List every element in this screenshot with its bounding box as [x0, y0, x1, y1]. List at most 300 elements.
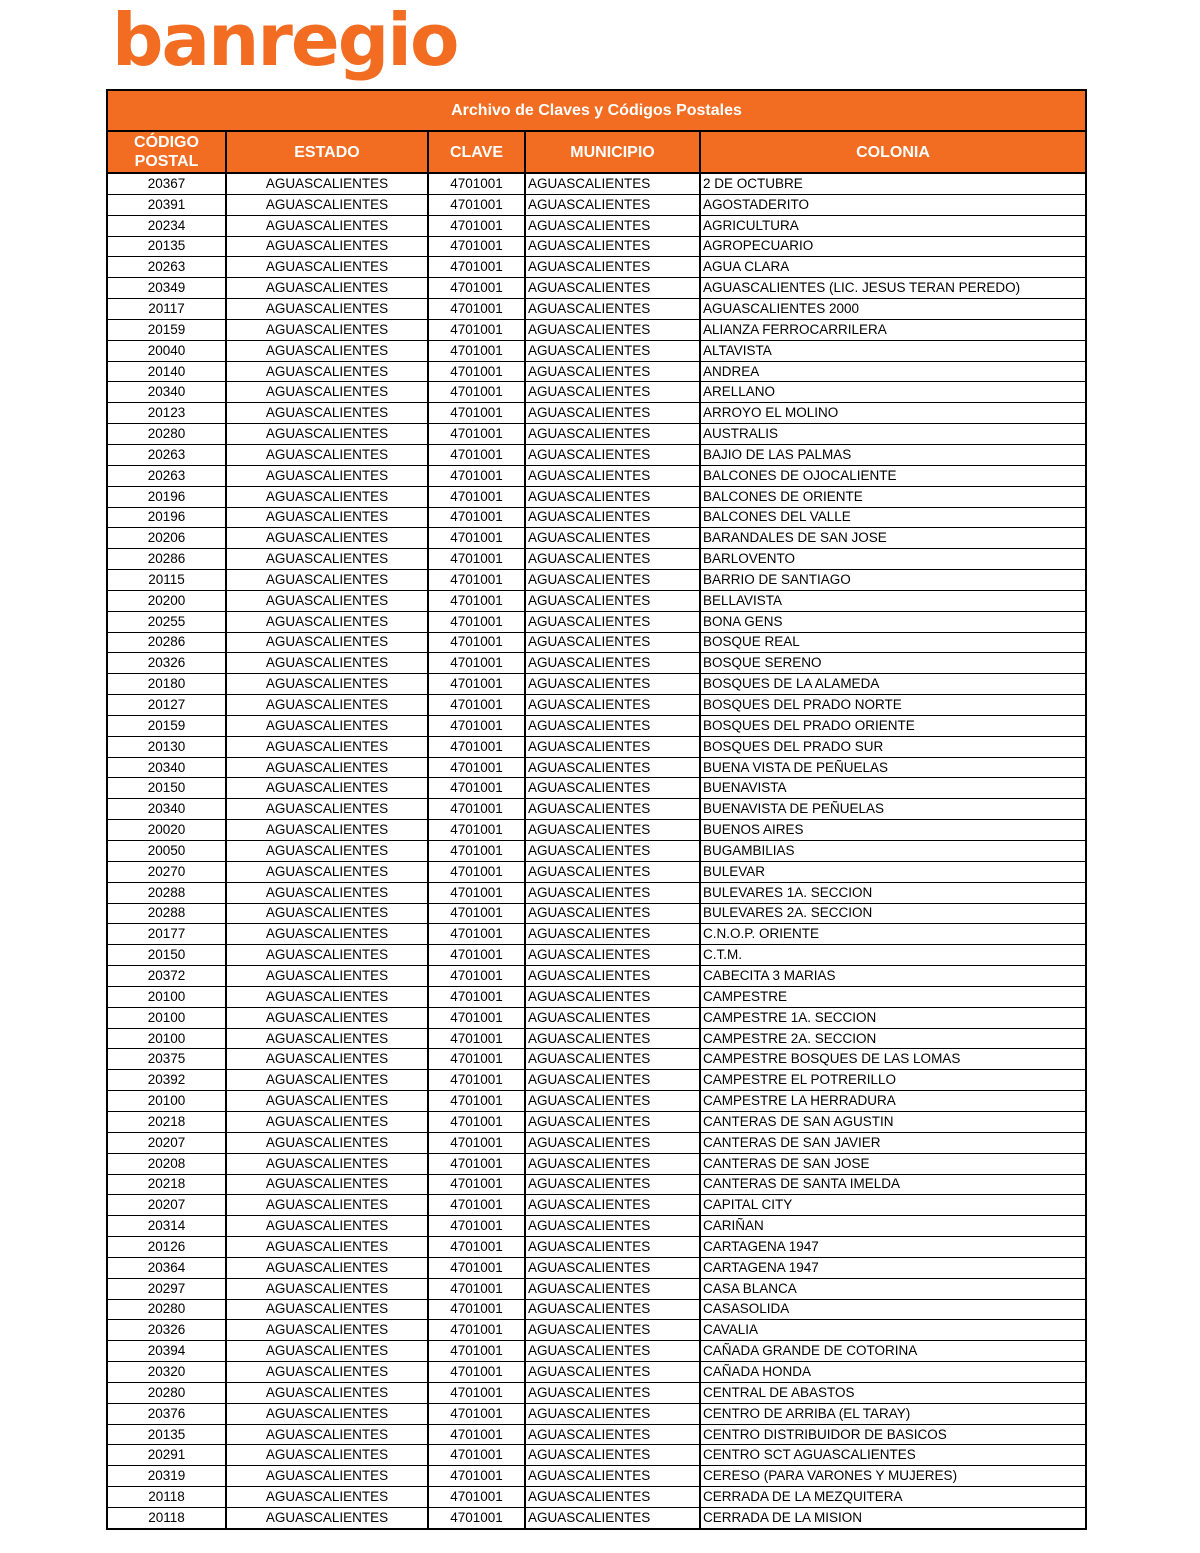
clave-cell: 4701001 [428, 1362, 525, 1383]
colonia-cell: CARTAGENA 1947 [700, 1237, 1085, 1258]
codigo-postal-cell: 20135 [108, 1424, 226, 1445]
clave-cell: 4701001 [428, 361, 525, 382]
codigo-postal-cell: 20126 [108, 1237, 226, 1258]
table-row [108, 1445, 1085, 1466]
table-row [108, 1132, 1085, 1153]
codigo-postal-cell: 20100 [108, 1028, 226, 1049]
colonia-cell: CAÑADA HONDA [700, 1362, 1085, 1383]
estado-cell: AGUASCALIENTES [226, 528, 428, 549]
colonia-cell: AGUASCALIENTES 2000 [700, 299, 1085, 320]
table-row [108, 778, 1085, 799]
municipio-cell: AGUASCALIENTES [525, 945, 700, 966]
municipio-cell: AGUASCALIENTES [525, 1320, 700, 1341]
clave-cell: 4701001 [428, 841, 525, 862]
municipio-cell: AGUASCALIENTES [525, 799, 700, 820]
colonia-cell: CENTRO SCT AGUASCALIENTES [700, 1445, 1085, 1466]
codigo-postal-cell: 20340 [108, 757, 226, 778]
codigo-postal-cell: 20288 [108, 882, 226, 903]
colonia-cell: C.N.O.P. ORIENTE [700, 924, 1085, 945]
municipio-cell: AGUASCALIENTES [525, 882, 700, 903]
clave-cell: 4701001 [428, 799, 525, 820]
clave-cell: 4701001 [428, 1028, 525, 1049]
municipio-cell: AGUASCALIENTES [525, 1091, 700, 1112]
estado-cell: AGUASCALIENTES [226, 799, 428, 820]
table-row [108, 841, 1085, 862]
colonia-cell: CENTRO DE ARRIBA (EL TARAY) [700, 1403, 1085, 1424]
table-row [108, 653, 1085, 674]
clave-cell: 4701001 [428, 1070, 525, 1091]
clave-cell: 4701001 [428, 1320, 525, 1341]
clave-cell: 4701001 [428, 1445, 525, 1466]
estado-cell: AGUASCALIENTES [226, 1278, 428, 1299]
table-row [108, 465, 1085, 486]
clave-cell: 4701001 [428, 882, 525, 903]
colonia-cell: AUSTRALIS [700, 424, 1085, 445]
clave-cell: 4701001 [428, 236, 525, 257]
codigo-postal-cell: 20392 [108, 1070, 226, 1091]
municipio-cell: AGUASCALIENTES [525, 903, 700, 924]
codigo-postal-cell: 20180 [108, 674, 226, 695]
colonia-cell: CARIÑAN [700, 1216, 1085, 1237]
table-row [108, 403, 1085, 424]
colonia-cell: CASA BLANCA [700, 1278, 1085, 1299]
table-row [108, 215, 1085, 236]
codigo-postal-cell: 20375 [108, 1049, 226, 1070]
table-row [108, 1091, 1085, 1112]
clave-cell: 4701001 [428, 382, 525, 403]
clave-cell: 4701001 [428, 444, 525, 465]
municipio-cell: AGUASCALIENTES [525, 1132, 700, 1153]
municipio-cell: AGUASCALIENTES [525, 173, 700, 194]
colonia-cell: CAMPESTRE BOSQUES DE LAS LOMAS [700, 1049, 1085, 1070]
codigo-postal-cell: 20118 [108, 1487, 226, 1508]
estado-cell: AGUASCALIENTES [226, 736, 428, 757]
municipio-cell: AGUASCALIENTES [525, 1028, 700, 1049]
codigo-postal-cell: 20050 [108, 841, 226, 862]
municipio-cell: AGUASCALIENTES [525, 465, 700, 486]
table-row [108, 1320, 1085, 1341]
estado-cell: AGUASCALIENTES [226, 507, 428, 528]
estado-cell: AGUASCALIENTES [226, 299, 428, 320]
estado-cell: AGUASCALIENTES [226, 1382, 428, 1403]
estado-cell: AGUASCALIENTES [226, 1424, 428, 1445]
header-codigo-postal [108, 132, 226, 173]
codigo-postal-cell: 20115 [108, 570, 226, 591]
codigo-postal-cell: 20394 [108, 1341, 226, 1362]
codigo-postal-cell: 20196 [108, 507, 226, 528]
municipio-cell: AGUASCALIENTES [525, 528, 700, 549]
colonia-cell: CANTERAS DE SANTA IMELDA [700, 1174, 1085, 1195]
table-row [108, 590, 1085, 611]
municipio-cell: AGUASCALIENTES [525, 1341, 700, 1362]
codigo-postal-cell: 20159 [108, 319, 226, 340]
table-row [108, 674, 1085, 695]
municipio-cell: AGUASCALIENTES [525, 986, 700, 1007]
header-codigo-line2: POSTAL [134, 153, 199, 170]
estado-cell: AGUASCALIENTES [226, 424, 428, 445]
estado-cell: AGUASCALIENTES [226, 1049, 428, 1070]
header-estado: ESTADO [226, 132, 428, 173]
clave-cell: 4701001 [428, 653, 525, 674]
table-row [108, 736, 1085, 757]
table-row [108, 1278, 1085, 1299]
codigo-postal-cell: 20320 [108, 1362, 226, 1383]
table-row [108, 549, 1085, 570]
table-row [108, 194, 1085, 215]
clave-cell: 4701001 [428, 966, 525, 987]
estado-cell: AGUASCALIENTES [226, 194, 428, 215]
municipio-cell: AGUASCALIENTES [525, 966, 700, 987]
municipio-cell: AGUASCALIENTES [525, 1070, 700, 1091]
codigo-postal-cell: 20286 [108, 632, 226, 653]
colonia-cell: CAMPESTRE 1A. SECCION [700, 1007, 1085, 1028]
clave-cell: 4701001 [428, 1091, 525, 1112]
colonia-cell: ARROYO EL MOLINO [700, 403, 1085, 424]
table-row [108, 257, 1085, 278]
municipio-cell: AGUASCALIENTES [525, 382, 700, 403]
table-row [108, 799, 1085, 820]
table-row [108, 611, 1085, 632]
clave-cell: 4701001 [428, 632, 525, 653]
codigo-postal-cell: 20319 [108, 1466, 226, 1487]
clave-cell: 4701001 [428, 1257, 525, 1278]
municipio-cell: AGUASCALIENTES [525, 1403, 700, 1424]
estado-cell: AGUASCALIENTES [226, 1445, 428, 1466]
estado-cell: AGUASCALIENTES [226, 1007, 428, 1028]
clave-cell: 4701001 [428, 590, 525, 611]
clave-cell: 4701001 [428, 1111, 525, 1132]
colonia-cell: CAVALIA [700, 1320, 1085, 1341]
estado-cell: AGUASCALIENTES [226, 173, 428, 194]
codigo-postal-cell: 20135 [108, 236, 226, 257]
table-body [108, 173, 1085, 1528]
municipio-cell: AGUASCALIENTES [525, 1508, 700, 1528]
table-row [108, 340, 1085, 361]
codigo-postal-cell: 20364 [108, 1257, 226, 1278]
table-row [108, 382, 1085, 403]
municipio-cell: AGUASCALIENTES [525, 1007, 700, 1028]
table-row [108, 986, 1085, 1007]
codigo-postal-cell: 20218 [108, 1111, 226, 1132]
estado-cell: AGUASCALIENTES [226, 1070, 428, 1091]
codigo-postal-cell: 20326 [108, 653, 226, 674]
colonia-cell: AGROPECUARIO [700, 236, 1085, 257]
estado-cell: AGUASCALIENTES [226, 1403, 428, 1424]
clave-cell: 4701001 [428, 1299, 525, 1320]
municipio-cell: AGUASCALIENTES [525, 1466, 700, 1487]
codigo-postal-cell: 20118 [148, 1509, 185, 1525]
municipio-cell: AGUASCALIENTES [525, 257, 700, 278]
clave-cell: 4701001 [428, 1153, 525, 1174]
colonia-cell: CASASOLIDA [700, 1299, 1085, 1320]
colonia-cell: BUENAVISTA [700, 778, 1085, 799]
colonia-cell: BUENAVISTA DE PEÑUELAS [700, 799, 1085, 820]
estado-cell: AGUASCALIENTES [226, 632, 428, 653]
municipio-cell: AGUASCALIENTES [525, 653, 700, 674]
codigo-postal-cell: 20263 [108, 465, 226, 486]
table-row [108, 1341, 1085, 1362]
colonia-cell: BARRIO DE SANTIAGO [700, 570, 1085, 591]
table-row [108, 1403, 1085, 1424]
clave-cell: 4701001 [428, 299, 525, 320]
estado-cell: AGUASCALIENTES [226, 903, 428, 924]
estado-cell: AGUASCALIENTES [226, 570, 428, 591]
codigo-postal-cell: 20340 [108, 382, 226, 403]
clave-cell: 4701001 [428, 715, 525, 736]
colonia-cell: BUENOS AIRES [700, 820, 1085, 841]
municipio-cell: AGUASCALIENTES [525, 1487, 700, 1508]
estado-cell: AGUASCALIENTES [226, 1237, 428, 1258]
codigo-postal-cell: 20234 [108, 215, 226, 236]
clave-cell: 4701001 [428, 570, 525, 591]
clave-cell: 4701001 [428, 1132, 525, 1153]
municipio-cell: AGUASCALIENTES [525, 1278, 700, 1299]
table-row [108, 507, 1085, 528]
municipio-cell: AGUASCALIENTES [525, 570, 700, 591]
table-row [108, 424, 1085, 445]
table-row [108, 1049, 1085, 1070]
municipio-cell: AGUASCALIENTES [525, 736, 700, 757]
estado-cell: AGUASCALIENTES [226, 215, 428, 236]
codigo-postal-cell: 20263 [108, 257, 226, 278]
municipio-cell: AGUASCALIENTES [525, 1445, 700, 1466]
municipio-cell: AGUASCALIENTES [525, 1195, 700, 1216]
municipio-cell: AGUASCALIENTES [525, 611, 700, 632]
municipio-cell: AGUASCALIENTES [525, 632, 700, 653]
estado-cell: AGUASCALIENTES [226, 1466, 428, 1487]
table-row [108, 820, 1085, 841]
codigo-postal-cell: 20391 [108, 194, 226, 215]
table-row [108, 570, 1085, 591]
clave-cell: 4701001 [428, 173, 525, 194]
estado-cell: AGUASCALIENTES [226, 757, 428, 778]
colonia-cell: ALIANZA FERROCARRILERA [700, 319, 1085, 340]
codigo-postal-cell: 20177 [108, 924, 226, 945]
colonia-cell: BALCONES DEL VALLE [700, 507, 1085, 528]
municipio-cell: AGUASCALIENTES [525, 403, 700, 424]
clave-cell: 4701001 [428, 1382, 525, 1403]
colonia-cell: BALCONES DE ORIENTE [700, 486, 1085, 507]
municipio-cell: AGUASCALIENTES [525, 319, 700, 340]
table-row [108, 632, 1085, 653]
colonia-cell: BELLAVISTA [700, 590, 1085, 611]
codigo-postal-cell: 20100 [108, 1091, 226, 1112]
municipio-cell: AGUASCALIENTES [525, 1257, 700, 1278]
colonia-cell: BARLOVENTO [700, 549, 1085, 570]
codigo-postal-cell: 20130 [108, 736, 226, 757]
table-row [108, 361, 1085, 382]
codigo-postal-cell: 20208 [108, 1153, 226, 1174]
clave-cell: 4701001 [428, 465, 525, 486]
colonia-cell: BONA GENS [700, 611, 1085, 632]
clave-cell: 4701001 [428, 1237, 525, 1258]
colonia-cell: BULEVARES 1A. SECCION [700, 882, 1085, 903]
codigo-postal-cell: 20206 [108, 528, 226, 549]
estado-cell: AGUASCALIENTES [226, 340, 428, 361]
clave-cell: 4701001 [428, 1049, 525, 1070]
codigo-postal-cell: 20140 [108, 361, 226, 382]
colonia-cell: AGUA CLARA [700, 257, 1085, 278]
municipio-cell: AGUASCALIENTES [525, 820, 700, 841]
table-row [108, 486, 1085, 507]
colonia-cell: 2 DE OCTUBRE [700, 173, 1085, 194]
codigo-postal-cell: 20263 [108, 444, 226, 465]
colonia-cell: BAJIO DE LAS PALMAS [700, 444, 1085, 465]
codigo-postal-cell: 20127 [108, 695, 226, 716]
clave-cell: 4701001 [428, 1174, 525, 1195]
header-row [108, 132, 1085, 173]
clave-cell: 4701001 [428, 1403, 525, 1424]
colonia-cell: CAMPESTRE [700, 986, 1085, 1007]
colonia-cell: BULEVARES 2A. SECCION [700, 903, 1085, 924]
clave-cell: 4701001 [428, 903, 525, 924]
clave-cell: 4701001 [428, 1424, 525, 1445]
estado-cell: AGUASCALIENTES [226, 653, 428, 674]
estado-cell: AGUASCALIENTES [226, 1257, 428, 1278]
estado-cell: AGUASCALIENTES [226, 966, 428, 987]
colonia-cell: AGRICULTURA [700, 215, 1085, 236]
estado-cell: AGUASCALIENTES [226, 924, 428, 945]
colonia-cell: C.T.M. [700, 945, 1085, 966]
municipio-cell: AGUASCALIENTES [525, 924, 700, 945]
colonia-cell: CARTAGENA 1947 [700, 1257, 1085, 1278]
codigo-postal-cell: 20376 [108, 1403, 226, 1424]
estado-cell: AGUASCALIENTES [226, 590, 428, 611]
estado-cell: AGUASCALIENTES [226, 1174, 428, 1195]
estado-cell: AGUASCALIENTES [226, 778, 428, 799]
clave-cell: 4701001 [428, 986, 525, 1007]
colonia-cell: BUENA VISTA DE PEÑUELAS [700, 757, 1085, 778]
estado-cell: AGUASCALIENTES [226, 695, 428, 716]
colonia-cell: CAMPESTRE LA HERRADURA [700, 1091, 1085, 1112]
colonia-cell: BOSQUES DE LA ALAMEDA [700, 674, 1085, 695]
table-row [108, 945, 1085, 966]
table-row [108, 299, 1085, 320]
estado-cell: AGUASCALIENTES [226, 444, 428, 465]
clave-cell: 4701001 [428, 194, 525, 215]
municipio-cell: AGUASCALIENTES [525, 1424, 700, 1445]
municipio-cell: AGUASCALIENTES [525, 549, 700, 570]
clave-cell: 4701001 [428, 820, 525, 841]
estado-cell: AGUASCALIENTES [226, 382, 428, 403]
estado-cell: AGUASCALIENTES [226, 1195, 428, 1216]
table-row [108, 1508, 1085, 1528]
colonia-cell: AGOSTADERITO [700, 194, 1085, 215]
municipio-cell: AGUASCALIENTES [525, 861, 700, 882]
codigo-postal-cell: 20218 [108, 1174, 226, 1195]
municipio-cell: AGUASCALIENTES [525, 1111, 700, 1132]
clave-cell: 4701001 [428, 215, 525, 236]
data-grid [108, 132, 1085, 1528]
table-row [108, 1174, 1085, 1195]
table-row [108, 1070, 1085, 1091]
codigo-postal-cell: 20340 [108, 799, 226, 820]
clave-cell: 4701001 [428, 757, 525, 778]
table-row [108, 1237, 1085, 1258]
table-row [108, 1382, 1085, 1403]
municipio-cell: AGUASCALIENTES [525, 215, 700, 236]
codigo-postal-cell: 20150 [108, 945, 226, 966]
municipio-cell: AGUASCALIENTES [525, 757, 700, 778]
estado-cell: AGUASCALIENTES [226, 820, 428, 841]
clave-cell: 4701001 [428, 924, 525, 945]
colonia-cell: CABECITA 3 MARIAS [700, 966, 1085, 987]
table-row [108, 278, 1085, 299]
municipio-cell: AGUASCALIENTES [525, 1237, 700, 1258]
clave-cell: 4701001 [428, 1195, 525, 1216]
estado-cell: AGUASCALIENTES [226, 361, 428, 382]
table-row [108, 966, 1085, 987]
estado-cell: AGUASCALIENTES [226, 674, 428, 695]
table-row [108, 444, 1085, 465]
codigo-postal-cell: 20207 [108, 1132, 226, 1153]
table-row [108, 528, 1085, 549]
colonia-cell: ALTAVISTA [700, 340, 1085, 361]
table-row [108, 173, 1085, 194]
table-row [108, 924, 1085, 945]
colonia-cell: BARANDALES DE SAN JOSE [700, 528, 1085, 549]
clave-cell: 4701001 [428, 528, 525, 549]
table-row [108, 1111, 1085, 1132]
table-row [108, 319, 1085, 340]
codigo-postal-cell: 20372 [108, 966, 226, 987]
colonia-cell: CAMPESTRE 2A. SECCION [700, 1028, 1085, 1049]
colonia-cell: CERESO (PARA VARONES Y MUJERES) [700, 1466, 1085, 1487]
codigo-postal-cell: 20020 [108, 820, 226, 841]
colonia-cell: BUGAMBILIAS [700, 841, 1085, 862]
clave-cell: 4701001 [428, 674, 525, 695]
header-colonia: COLONIA [700, 132, 1085, 173]
colonia-cell: CERRADA DE LA MISION [700, 1508, 1085, 1528]
municipio-cell: AGUASCALIENTES [525, 1216, 700, 1237]
table-row [108, 1257, 1085, 1278]
colonia-cell: BOSQUE SERENO [700, 653, 1085, 674]
colonia-cell: BALCONES DE OJOCALIENTE [700, 465, 1085, 486]
codigo-postal-cell: 20270 [108, 861, 226, 882]
clave-cell: 4701001 [428, 319, 525, 340]
estado-cell: AGUASCALIENTES [226, 1153, 428, 1174]
codigo-postal-cell: 20100 [108, 1007, 226, 1028]
postal-codes-table [106, 89, 1087, 1530]
clave-cell: 4701001 [428, 507, 525, 528]
municipio-cell: AGUASCALIENTES [525, 236, 700, 257]
estado-cell: AGUASCALIENTES [226, 1132, 428, 1153]
table-row [108, 1153, 1085, 1174]
table-row [108, 715, 1085, 736]
municipio-cell: AGUASCALIENTES [525, 486, 700, 507]
municipio-cell: AGUASCALIENTES [525, 1299, 700, 1320]
colonia-cell: CANTERAS DE SAN AGUSTIN [700, 1111, 1085, 1132]
codigo-postal-cell: 20367 [108, 173, 226, 194]
codigo-postal-cell: 20280 [108, 1382, 226, 1403]
estado-cell: AGUASCALIENTES [226, 486, 428, 507]
colonia-cell: CANTERAS DE SAN JAVIER [700, 1132, 1085, 1153]
estado-cell: AGUASCALIENTES [226, 278, 428, 299]
estado-cell: AGUASCALIENTES [226, 986, 428, 1007]
estado-cell: AGUASCALIENTES [226, 1216, 428, 1237]
codigo-postal-cell: 20314 [108, 1216, 226, 1237]
municipio-cell: AGUASCALIENTES [525, 1174, 700, 1195]
colonia-cell: BOSQUES DEL PRADO SUR [700, 736, 1085, 757]
municipio-cell: AGUASCALIENTES [525, 1049, 700, 1070]
estado-cell: AGUASCALIENTES [226, 549, 428, 570]
table-row [108, 882, 1085, 903]
table-row [108, 1007, 1085, 1028]
estado-cell: AGUASCALIENTES [226, 1362, 428, 1383]
estado-cell: AGUASCALIENTES [226, 1111, 428, 1132]
clave-cell: 4701001 [428, 695, 525, 716]
municipio-cell: AGUASCALIENTES [525, 590, 700, 611]
